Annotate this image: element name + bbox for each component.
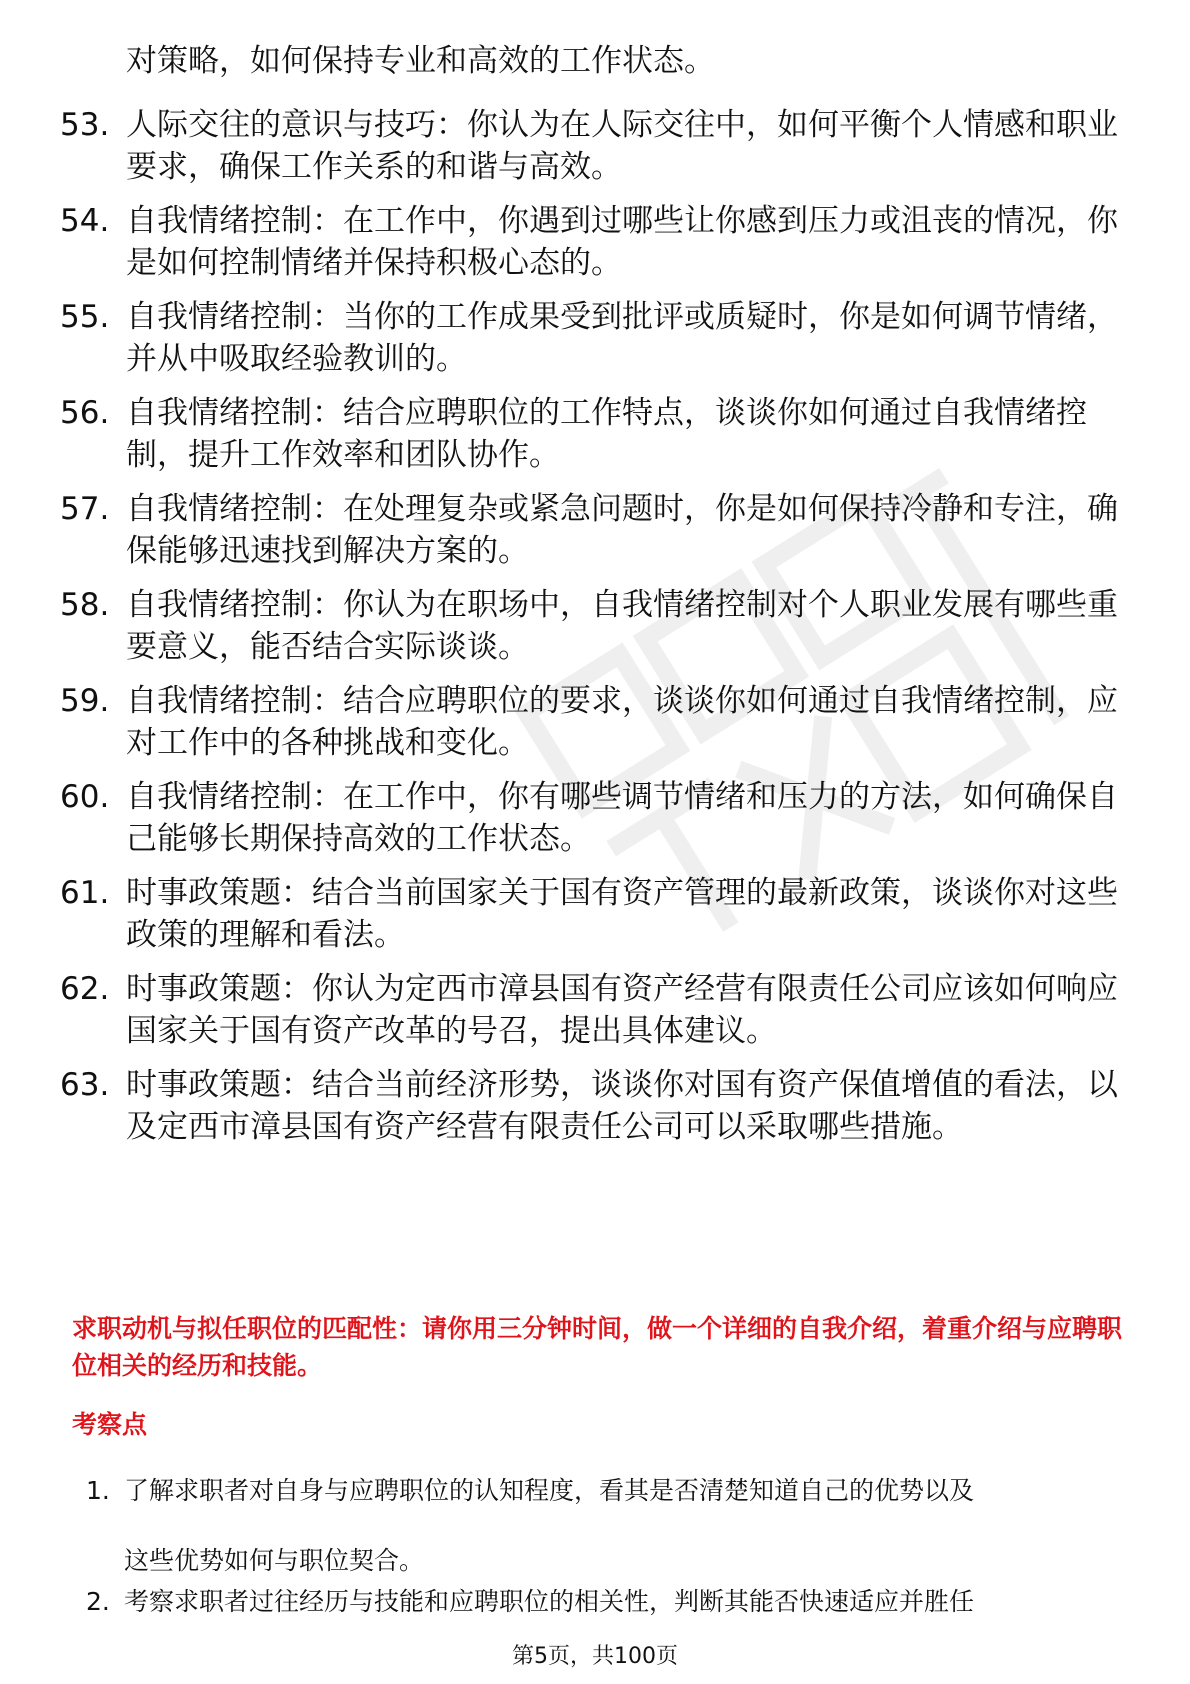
question-number: 62. <box>60 971 110 1007</box>
question-number: 58. <box>60 587 110 623</box>
point-text-line: 这些优势如何与职位契合。 <box>124 1546 425 1575</box>
assessment-points-heading: 考察点 <box>72 1410 148 1439</box>
question-number: 55. <box>60 299 110 335</box>
point-number: 1. <box>86 1476 110 1505</box>
question-text: 自我情绪控制：结合应聘职位的工作特点，谈谈你如何通过自我情绪控制，提升工作效率和团队协作。 <box>126 395 1087 473</box>
page-footer: 第5页，共100页 <box>512 1644 678 1669</box>
question-text: 自我情绪控制：你认为在职场中，自我情绪控制对个人职业发展有哪些重要意义，能否结合实际谈谈。 <box>126 587 1118 665</box>
question-text: 自我情绪控制：在处理复杂或紧急问题时，你是如何保持冷静和专注，确保能够迅速找到解决方案的。 <box>126 491 1118 569</box>
question-number: 63. <box>60 1067 110 1103</box>
point-text-line: 考察求职者过往经历与技能和应聘职位的相关性，判断其能否快速适应并胜任 <box>124 1587 975 1616</box>
question-text: 时事政策题：你认为定西市漳县国有资产经营有限责任公司应该如何响应国家关于国有资产改革的号召，提出具体建议。 <box>126 971 1118 1049</box>
point-text <box>124 1474 1124 1578</box>
question-text: 自我情绪控制：当你的工作成果受到批评或质疑时，你是如何调节情绪，并从中吸取经验教训的。 <box>126 299 1118 377</box>
question-number: 53. <box>60 107 110 143</box>
question-text: 自我情绪控制：结合应聘职位的要求，谈谈你如何通过自我情绪控制，应对工作中的各种挑战和变化。 <box>126 683 1118 761</box>
question-text: 时事政策题：结合当前经济形势，谈谈你对国有资产保值增值的看法，以及定西市漳县国有资产经营有限责任公司可以采取哪些措施。 <box>126 1067 1118 1145</box>
question-number: 57. <box>60 491 110 527</box>
question-number: 59. <box>60 683 110 719</box>
point-text-line: 了解求职者对自身与应聘职位的认知程度，看其是否清楚知道自己的优势以及 <box>124 1476 975 1505</box>
question-number: 56. <box>60 395 110 431</box>
question-number: 60. <box>60 779 110 815</box>
point-text <box>124 1585 1124 1619</box>
question-number: 54. <box>60 203 110 239</box>
question-text: 自我情绪控制：在工作中，你有哪些调节情绪和压力的方法，如何确保自己能够长期保持高效的工作状态。 <box>126 779 1118 857</box>
interview-question-heading: 求职动机与拟任职位的匹配性：请你用三分钟时间，做一个详细的自我介绍，着重介绍与应聘职位相关的经历和技能。 <box>72 1314 1123 1380</box>
question-text: 自我情绪控制：在工作中，你遇到过哪些让你感到压力或沮丧的情况，你是如何控制情绪并保持积极心态的。 <box>126 203 1118 281</box>
question-text: 对策略，如何保持专业和高效的工作状态。 <box>126 43 715 79</box>
point-number: 2. <box>86 1587 110 1616</box>
question-text: 时事政策题：结合当前国家关于国有资产管理的最新政策，谈谈你对这些政策的理解和看法。 <box>126 875 1118 953</box>
question-number: 61. <box>60 875 110 911</box>
question-text: 人际交往的意识与技巧：你认为在人际交往中，如何平衡个人情感和职业要求，确保工作关系的和谐与高效。 <box>126 107 1118 185</box>
